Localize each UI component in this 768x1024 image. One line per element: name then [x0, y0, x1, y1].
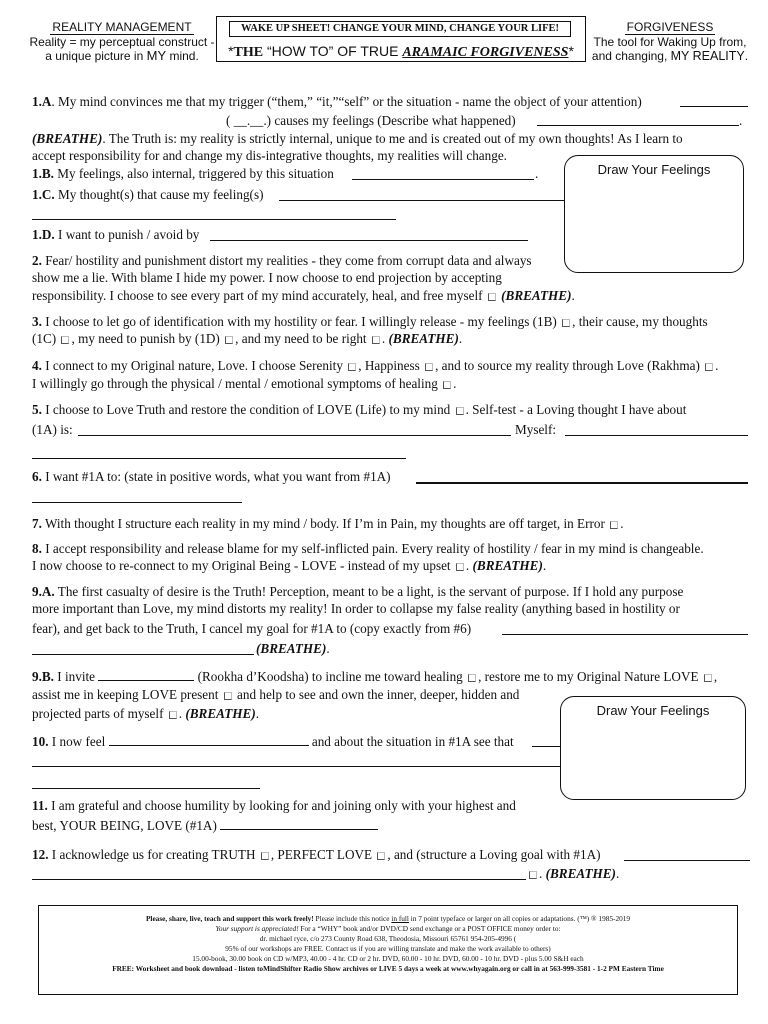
- item-10-text-b: and about the situation in #1A see that: [308, 734, 514, 749]
- item-1a-dot: .: [739, 113, 743, 128]
- breathe-9b: (BREATHE): [185, 706, 256, 721]
- item-1c-blank-1[interactable]: [279, 200, 564, 201]
- item-12-line1: [32, 847, 601, 863]
- checkbox-3-right[interactable]: [372, 336, 380, 344]
- item-1a-text: . My mind convinces me that my trigger (“them,” “it,”“self” or the situation - name the object of your attention): [51, 94, 642, 109]
- item-9b-text3b: .: [178, 706, 186, 721]
- draw-feelings-box-1[interactable]: [564, 155, 744, 273]
- item-12-blank-1[interactable]: [624, 860, 750, 861]
- item-6-blank-2[interactable]: [32, 502, 242, 503]
- checkbox-4-serenity[interactable]: [348, 363, 356, 371]
- item-3-text1b: , their cause, my thoughts: [572, 314, 708, 329]
- item-1b-blank[interactable]: [352, 179, 534, 180]
- item-5-blank-1a[interactable]: [78, 435, 511, 436]
- item-2-number: 2.: [32, 253, 42, 268]
- header-left-title: REALITY MANAGEMENT: [52, 20, 192, 34]
- item-9b-text1c: , restore me to my Original Nature LOVE: [478, 669, 702, 684]
- item-10-blank-2[interactable]: [532, 746, 560, 747]
- breathe-2: (BREATHE): [501, 288, 572, 303]
- item-1c: [32, 187, 263, 203]
- breathe-8: (BREATHE): [472, 558, 543, 573]
- item-1c-text: My thought(s) that cause my feeling(s): [54, 187, 264, 202]
- checkbox-9b-present[interactable]: [224, 692, 232, 700]
- item-4-text1b: , Happiness: [358, 358, 424, 373]
- item-11-line1: [32, 798, 516, 814]
- item-11-text2: best, YOUR BEING, LOVE (#1A): [32, 818, 217, 833]
- item-5-line1: [32, 402, 686, 418]
- footer-line2: [39, 924, 737, 934]
- item-1b-text: My feelings, also internal, triggered by this situation: [53, 166, 334, 181]
- item-9b-text1a: I invite: [53, 669, 99, 684]
- item-12-text1a: I acknowledge us for creating TRUTH: [48, 847, 259, 862]
- item-9b-text1d: ,: [713, 669, 718, 684]
- item-9b-text3c: .: [255, 706, 260, 721]
- footer-line1: [39, 914, 737, 924]
- header-left-line2-c: mind.: [166, 49, 199, 63]
- checkbox-9b-healing[interactable]: [468, 674, 476, 682]
- item-1a-number: 1.A: [32, 94, 52, 109]
- checkbox-3-feelings[interactable]: [562, 319, 570, 327]
- header-subtitle: [217, 43, 585, 61]
- item-8-text2c: .: [542, 558, 547, 573]
- item-8-text1: I accept responsibility and release blame for my self-inflicted pain. Every reality of hostility / fear in my mind is changeable.: [41, 541, 704, 556]
- item-9a-line2: more important than Love, my mind distorts my reality! In order to collapse my false reality (anything based in hostility or: [32, 601, 680, 616]
- item-1d: [32, 227, 199, 243]
- item-9b-text3a: projected parts of myself: [32, 706, 167, 721]
- checkbox-4-love[interactable]: [705, 363, 713, 371]
- item-7-number: 7.: [32, 516, 42, 531]
- item-12-text2a: .: [539, 866, 546, 881]
- item-9b-text2b: and help to see and own the inner, deeper, hidden and: [233, 687, 520, 702]
- item-9b-blank[interactable]: [98, 669, 194, 681]
- item-5-blank-myself[interactable]: [565, 435, 748, 436]
- item-1a-paren[interactable]: ( __.__.): [226, 113, 272, 128]
- item-1b-dot: .: [535, 166, 539, 181]
- item-1a-line1: [32, 94, 642, 110]
- footer-share: Please, share, live, teach and support this work freely!: [145, 914, 314, 923]
- item-12-number: 12.: [32, 847, 49, 862]
- footer-l2-rest: For a “WHY” book and/or DVD/CD send exchange or a POST OFFICE money order to:: [298, 924, 561, 933]
- checkbox-4-happiness[interactable]: [425, 363, 433, 371]
- item-4-text2: I willingly go through the physical / mental / emotional symptoms of healing: [32, 376, 442, 391]
- item-3-text2b: , my need to punish by (1D): [71, 331, 224, 346]
- breathe-1a: (BREATHE): [32, 131, 103, 146]
- item-2-text3: responsibility. I choose to see every part of my mind accurately, heal, and free myself: [32, 288, 486, 303]
- item-5-number: 5.: [32, 402, 42, 417]
- breathe-9a: (BREATHE): [256, 641, 327, 656]
- header-right-line2-a: and changing,: [591, 49, 671, 63]
- breathe-3: (BREATHE): [388, 331, 459, 346]
- breathe-12: (BREATHE): [545, 866, 616, 881]
- draw-feelings-label-1: Draw Your Feelings: [597, 162, 711, 177]
- item-1a-blank-1[interactable]: [680, 106, 748, 107]
- header-the: THE: [233, 45, 264, 60]
- item-9a-text1: The first casualty of desire is the Truth! Perception, meant to be a light, is the servant of purpose. If I hold any purpose: [54, 584, 684, 599]
- header-center: [216, 16, 586, 62]
- checkbox-3-punish[interactable]: [225, 336, 233, 344]
- header-right-title: FORGIVENESS: [626, 20, 714, 34]
- checkbox-9b-parts[interactable]: [169, 711, 177, 719]
- item-4-text1a: I connect to my Original nature, Love. I choose Serenity: [41, 358, 347, 373]
- checkbox-12-love[interactable]: [377, 852, 385, 860]
- header-right-line2-c: .: [744, 49, 749, 63]
- item-9a-blank-2[interactable]: [32, 654, 254, 655]
- item-10-text-a: I now feel: [48, 734, 109, 749]
- item-2-line1: [32, 253, 532, 269]
- item-9a-line3: fear), and get back to the Truth, I cancel my goal for #1A to (copy exactly from #6): [32, 621, 472, 636]
- item-1c-number: 1.C.: [32, 187, 55, 202]
- item-9b-line1: [32, 669, 717, 685]
- item-4-text1d: .: [715, 358, 719, 373]
- item-11-blank[interactable]: [220, 818, 378, 830]
- item-9a-line4: [256, 641, 330, 657]
- checkbox-3-thoughts[interactable]: [61, 336, 69, 344]
- item-1a-line3: [32, 131, 683, 147]
- item-8-number: 8.: [32, 541, 42, 556]
- checkbox-5[interactable]: [456, 407, 464, 415]
- header-right: [590, 20, 750, 63]
- item-6-number: 6.: [32, 469, 42, 484]
- item-12-text1c: , and (structure a Loving goal with #1A): [387, 847, 601, 862]
- item-8-line1: [32, 541, 704, 557]
- item-3-text2a: (1C): [32, 331, 60, 346]
- item-9b-line2: [32, 687, 519, 703]
- item-12-blank-2[interactable]: [32, 879, 526, 880]
- item-12-text2b: .: [615, 866, 620, 881]
- header-right-myreality: MY REALITY: [670, 49, 745, 63]
- item-4-number: 4.: [32, 358, 42, 373]
- item-9b-number: 9.B.: [32, 669, 54, 684]
- item-9b-line3: [32, 706, 259, 722]
- item-11-number: 11.: [32, 798, 48, 813]
- item-3-line1: [32, 314, 708, 330]
- item-8-text2b: .: [465, 558, 473, 573]
- item-9a-blank-1[interactable]: [502, 634, 748, 635]
- item-3-number: 3.: [32, 314, 42, 329]
- item-1b: [32, 166, 334, 182]
- item-1d-number: 1.D.: [32, 227, 55, 242]
- item-7-text: With thought I structure each reality in my mind / body. If I’m in Pain, my thoughts are off target, in Error: [41, 516, 609, 531]
- item-5-text1: I choose to Love Truth and restore the condition of LOVE (Life) to my mind: [41, 402, 454, 417]
- footer-support: Your support is appreciated!: [215, 924, 299, 933]
- item-2-line3: responsibility. I choose to see every part of my mind accurately, heal, and free myself (BREATHE).: [32, 288, 575, 303]
- item-9b-text2a: assist me in keeping LOVE present: [32, 687, 222, 702]
- item-4-line1: [32, 358, 718, 374]
- item-1d-text: I want to punish / avoid by: [54, 227, 200, 242]
- footer-l1a: Please include this notice: [313, 914, 392, 923]
- item-1b-number: 1.B.: [32, 166, 54, 181]
- item-9b-text1b: (Rookha d’Koodsha) to incline me toward healing: [194, 669, 467, 684]
- item-9a-line1: [32, 584, 683, 600]
- header-left-line2: [22, 49, 222, 63]
- checkbox-7[interactable]: [610, 521, 618, 529]
- item-4-text2b: .: [453, 376, 457, 391]
- item-3-text2d: .: [381, 331, 389, 346]
- header-star-right: *: [568, 43, 574, 59]
- footer-address: dr. michael ryce, c/o 273 County Road 638, Theodosia, Missouri 65761 954-205-4996 (: [259, 934, 517, 943]
- item-10-blank-4[interactable]: [32, 788, 260, 789]
- header-left-line2-a: a unique picture in: [45, 49, 147, 63]
- header-star-left: *: [228, 43, 234, 59]
- header-left: [22, 20, 222, 63]
- footer-free-download[interactable]: FREE: Worksheet and book download - listen toMindShifter Radio Show archives or LIVE 5 days a week at www.whyagain.org or call in at 563-999-3581 - 1-2 PM Eastern Time: [112, 964, 664, 973]
- item-10: [32, 734, 514, 750]
- item-10-blank-3[interactable]: [32, 766, 560, 767]
- item-1a-blank-2[interactable]: [537, 125, 739, 126]
- item-7-dot: .: [620, 516, 624, 531]
- item-5-text1b: . Self-test - a Loving thought I have about: [465, 402, 687, 417]
- header-left-my: MY: [146, 48, 167, 63]
- item-5-blank-2[interactable]: [32, 458, 406, 459]
- item-9a-number: 9.A.: [32, 584, 55, 599]
- footer-line6: [39, 964, 737, 974]
- item-11-text1: I am grateful and choose humility by looking for and joining only with your highest and: [47, 798, 516, 813]
- checkbox-8[interactable]: [456, 563, 464, 571]
- item-2-text1: Fear/ hostility and punishment distort my realities - they come from corrupt data and always: [41, 253, 532, 268]
- checkbox-12-goal[interactable]: [529, 871, 537, 879]
- item-1a-text3: . The Truth is: my reality is strictly internal, unique to me and is created out of my own thoughts! As I learn to: [102, 131, 683, 146]
- item-6-text: I want #1A to: (state in positive words, what you want from #1A): [41, 469, 391, 484]
- checkbox-9b-love[interactable]: [704, 674, 712, 682]
- checkbox-12-truth[interactable]: [261, 852, 269, 860]
- footer-in-full: in full: [391, 914, 409, 923]
- item-4-text1c: , and to source my reality through Love (Rakhma): [435, 358, 704, 373]
- footer-notice: [38, 905, 738, 995]
- item-1d-blank[interactable]: [210, 240, 528, 241]
- item-1c-blank-2[interactable]: [32, 219, 396, 220]
- header-right-line1: The tool for Waking Up from,: [593, 35, 747, 49]
- checkbox-4-healing[interactable]: [443, 381, 451, 389]
- item-9a-dot: .: [326, 641, 330, 656]
- item-6: [32, 469, 391, 485]
- item-10-number: 10.: [32, 734, 49, 749]
- item-8-text2: I now choose to re-connect to my Original Being - LOVE - instead of my upset: [32, 558, 454, 573]
- header-banner: WAKE UP SHEET! CHANGE YOUR MIND, CHANGE YOUR LIFE!: [229, 21, 571, 37]
- item-5-myself: Myself:: [515, 422, 557, 437]
- item-1a-line4: accept responsibility for and change my dis-integrative thoughts, my realities will change.: [32, 148, 507, 163]
- checkbox-2[interactable]: [488, 293, 496, 301]
- item-1a-text2: causes my feelings (Describe what happened): [271, 113, 516, 128]
- item-10-blank-feel[interactable]: [109, 734, 309, 746]
- item-7: [32, 516, 623, 532]
- header-howto: “HOW TO” OF TRUE: [263, 43, 403, 59]
- footer-prices: 15.00-book, 30.00 book on CD w/MP3, 40.00 - 4 hr. CD or 2 hr. DVD, 60.00 - 10 hr. DVD, 60.00 - 10 hr. DVD - plus 5.00 S&H each: [192, 954, 584, 963]
- header-left-line1: Reality = my perceptual construct -: [29, 35, 215, 49]
- item-1a-line2: [226, 113, 516, 129]
- footer-l1b: in 7 point typeface or larger on all copies or adaptations. (™) ® 1985-2019: [408, 914, 631, 923]
- item-12-line2: [527, 866, 619, 882]
- item-11-line2: [32, 818, 378, 834]
- item-8-line2: [32, 558, 546, 574]
- item-4-line2: [32, 376, 456, 392]
- header-aramaic: ARAMAIC FORGIVENESS: [402, 45, 569, 60]
- draw-feelings-box-2[interactable]: [560, 696, 746, 800]
- item-2-line2: show me a lie. With blame I hide my power. I now choose to end projection by accepting: [32, 270, 502, 285]
- header-right-line2: [590, 49, 750, 63]
- item-5-line2: (1A) is:: [32, 422, 73, 437]
- item-6-blank-1[interactable]: [416, 482, 748, 484]
- item-3-text2c: , and my need to be right: [235, 331, 370, 346]
- footer-line4: 95% of our workshops are FREE. Contact us if you are willing translate and make the work available to others): [225, 944, 551, 953]
- item-12-text1b: , PERFECT LOVE: [270, 847, 376, 862]
- item-3-text1a: I choose to let go of identification with my hostility or fear. I willingly release - my feelings (1B): [41, 314, 561, 329]
- item-3-line2: (1C) , my need to punish by (1D) , and my need to be right . (BREATHE).: [32, 331, 463, 346]
- draw-feelings-label-2: Draw Your Feelings: [596, 703, 710, 718]
